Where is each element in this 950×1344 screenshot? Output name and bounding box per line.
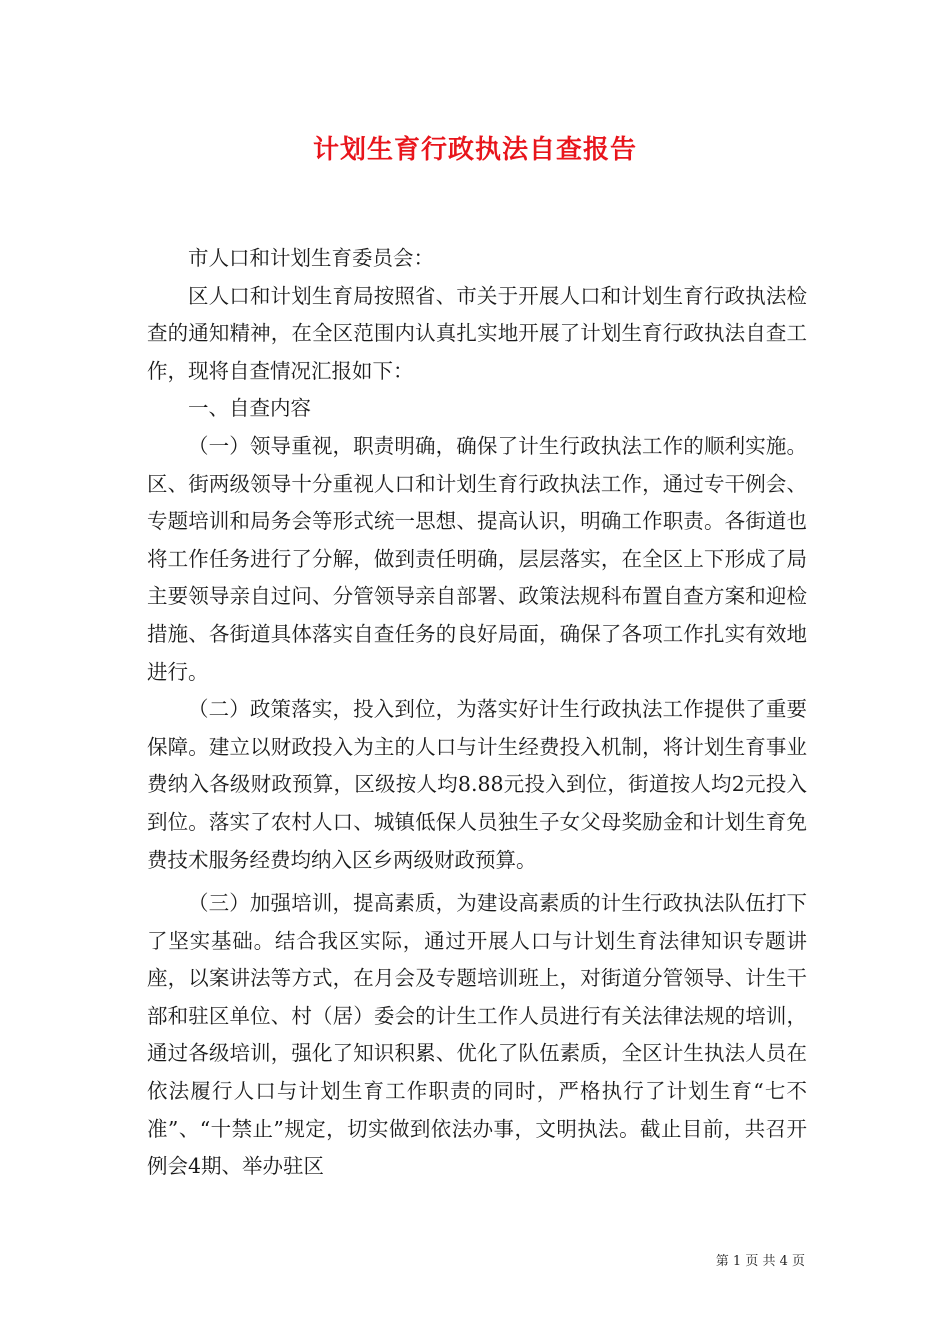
paragraph-training: （三）加强培训，提高素质，为建设高素质的计生行政执法队伍打下了坚实基础。结合我区实际，通过开展人口与计划生育法律知识专题讲座，以案讲法等方式，在月会及专题培训班上，对街道分管领导、计生干部和驻区单位、村（居）委会的计生工作人员进行有关法律法规的培训，通过各级培训，强化了知识积累、优化了队伍素质，全区计生执法人员在依法履行人口与计划生育工作职责的同时，严格执行了计划生育“七不准”、“十禁止”规定，切实做到依法办事，文明执法。截止目前，共召开例会4期、举办驻区	[147, 891, 807, 1179]
paragraph-policy: （二）政策落实，投入到位，为落实好计生行政执法工作提供了重要保障。建立以财政投入为主的人口与计生经费投入机制，将计划生育事业费纳入各级财政预算，区级按人均8.88元投入到位，街道按人均2元投入到位。落实了农村人口、城镇低保人员独生子女父母奖励金和计划生育免费技术服务经费均纳入区乡两级财政预算。	[147, 697, 807, 872]
section-heading: 一、自查内容	[188, 396, 311, 421]
paragraph-intro: 区人口和计划生育局按照省、市关于开展人口和计划生育行政执法检查的通知精神，在全区范围内认真扎实地开展了计划生育行政执法自查工作，现将自查情况汇报如下：	[147, 283, 807, 383]
document-body	[147, 240, 807, 1186]
paragraph-leadership: （一）领导重视，职责明确，确保了计生行政执法工作的顺利实施。区、街两级领导十分重视人口和计划生育行政执法工作，通过专干例会、专题培训和局务会等形式统一思想、提高认识，明确工作职责。各街道也将工作任务进行了分解，做到责任明确，层层落实，在全区上下形成了局主要领导亲自过问、分管领导亲自部署、政策法规科布置自查方案和迎检措施、各街道具体落实自查任务的良好局面，确保了各项工作扎实有效地进行。	[147, 433, 807, 684]
document-title: 计划生育行政执法自查报告	[312, 135, 637, 165]
page-number: 第 1 页 共 4 页	[715, 1254, 805, 1269]
salutation: 市人口和计划生育委员会：	[188, 246, 434, 270]
